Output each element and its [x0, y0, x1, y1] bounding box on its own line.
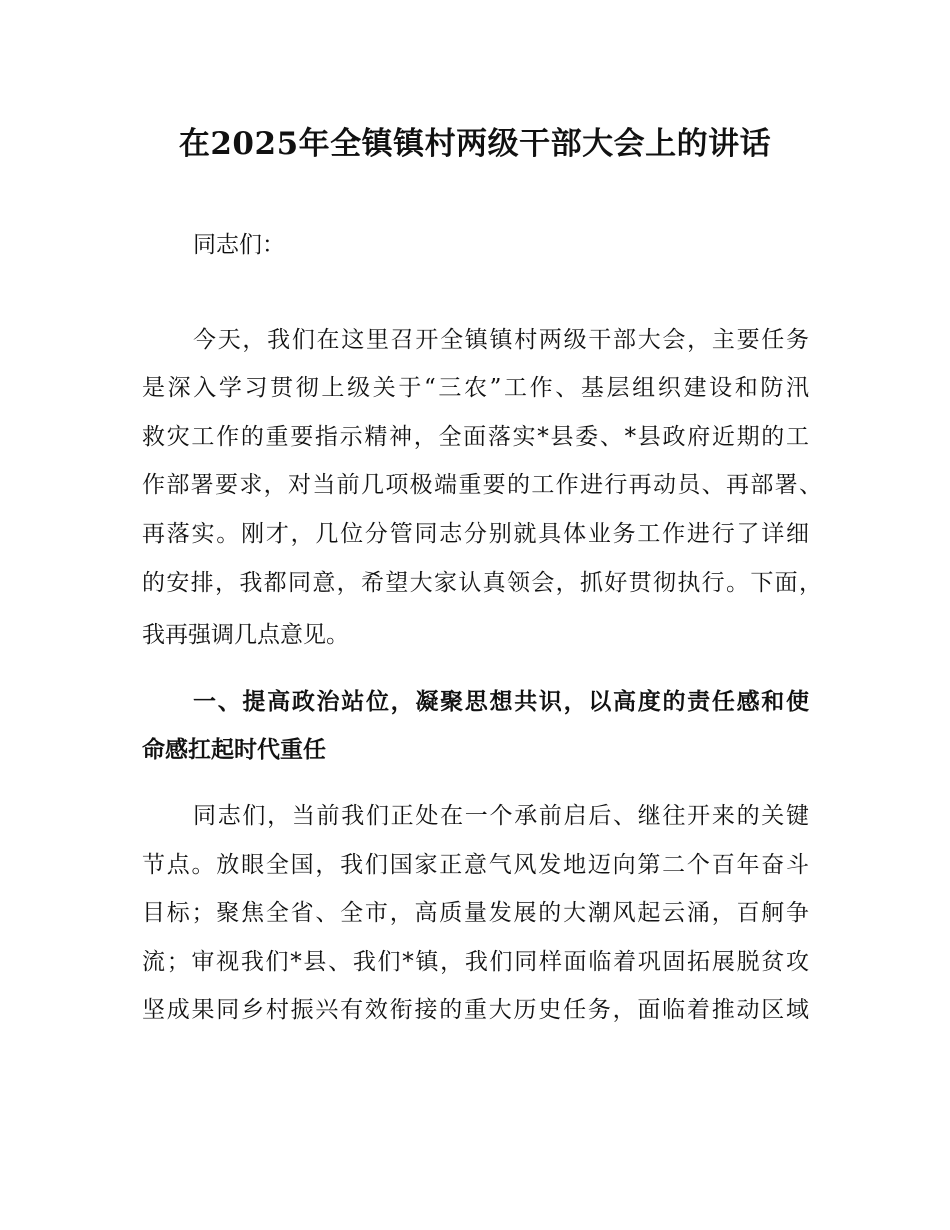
- paragraph-line: 今天，我们在这里召开全镇镇村两级干部大会，主要任务: [193, 327, 809, 353]
- paragraph-line: 作部署要求，对当前几项极端重要的工作进行再动员、再部署、: [142, 472, 822, 498]
- paragraph-line: 救灾工作的重要指示精神，全面落实*县委、*县政府近期的工: [142, 424, 809, 450]
- paragraph-line: 再落实。刚才，几位分管同志分别就具体业务工作进行了详细: [142, 521, 809, 547]
- paragraph-line: 是深入学习贯彻上级关于“三农”工作、基层组织建设和防汛: [142, 375, 809, 401]
- paragraph-line: 同志们，当前我们正处在一个承前启后、继往开来的关键: [193, 803, 809, 829]
- paragraph-line: 流；审视我们*县、我们*镇，我们同样面临着巩固拓展脱贫攻: [142, 949, 809, 975]
- heading-line: 一、提高政治站位，凝聚思想共识，以高度的责任感和使: [193, 689, 809, 715]
- paragraph-line: 的安排，我都同意，希望大家认真领会，抓好贯彻执行。下面，: [142, 570, 822, 596]
- paragraph-line: 我再强调几点意见。: [142, 622, 349, 648]
- heading-line: 命感扛起时代重任: [142, 737, 326, 763]
- paragraph-line: 目标；聚焦全省、全市，高质量发展的大潮风起云涌，百舸争: [142, 900, 809, 926]
- paragraph-line: 节点。放眼全国，我们国家正意气风发地迈向第二个百年奋斗: [142, 852, 809, 878]
- document-title: 在2025年全镇镇村两级干部大会上的讲话: [178, 126, 772, 162]
- salutation: 同志们：: [193, 232, 285, 258]
- paragraph-line: 坚成果同乡村振兴有效衔接的重大历史任务，面临着推动区域: [142, 997, 809, 1023]
